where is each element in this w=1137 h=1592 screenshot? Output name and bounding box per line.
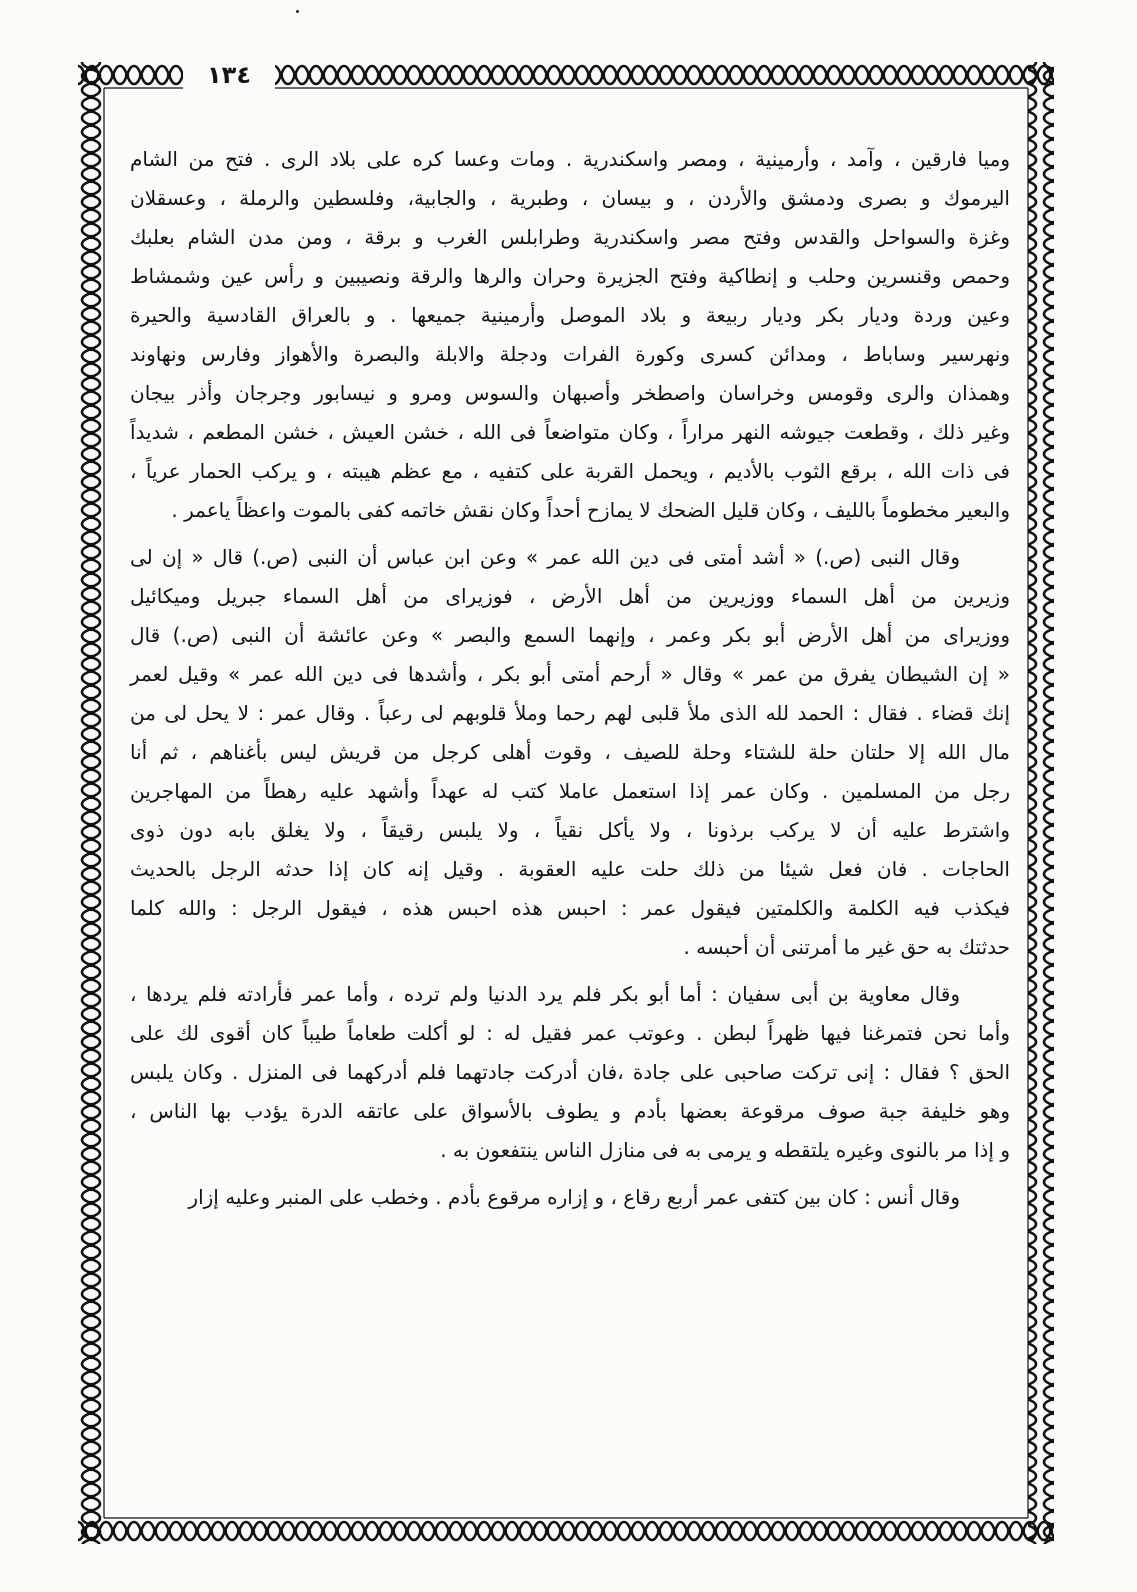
text-line: اليرموك و بصرى ودمشق والأردن ، و بيسان ، وطبرية ، والجابية، وفلسطين والرملة ، وعسقلان bbox=[130, 186, 1010, 210]
text-line: فيكذب فيه الكلمة والكلمتين فيقول عمر : احبس هذه احبس هذه ، فيقول الرجل : والله كلما bbox=[130, 896, 1010, 920]
paragraph bbox=[130, 975, 1010, 1170]
text-line: الحاجات . فان فعل شيئا من ذلك حلت عليه العقوبة . وقيل إنه كان إذا حدثه الرجل بالحديث bbox=[130, 857, 1010, 881]
text-line: وحمص وقنسرين وحلب و إنطاكية وفتح الجزيرة وحران والرها والرقة ونصيبين و رأس عين وشمشاط bbox=[130, 264, 1010, 288]
border-bottom bbox=[78, 1518, 1054, 1544]
page-body-text bbox=[130, 140, 1010, 1480]
text-line: حدثتك به حق غير ما أمرتنى أن أحبسه . bbox=[683, 935, 1010, 959]
text-line: واشترط عليه أن لا يركب برذونا ، ولا يأكل نقياً ، ولا يلبس رقيقاً ، ولا يغلق بابه دون ذوى bbox=[130, 818, 1010, 842]
text-line: و إذا مر بالنوى وغيره يلتقطه و يرمى به فى منازل الناس ينتفعون به . bbox=[440, 1138, 1010, 1162]
text-line: وغزة والسواحل والقدس وفتح مصر واسكندرية وطرابلس الغرب و برقة ، ومن مدن الشام بعلبك bbox=[130, 225, 1010, 249]
text-line: وقال أنس : كان بين كتفى عمر أربع رقاع ، و إزاره مرقوع بأدم . وخطب على المنبر وعليه إزار bbox=[188, 1185, 960, 1209]
text-line: فى ذات الله ، برقع الثوب بالأديم ، ويحمل القربة على كتفيه ، مع عظم هيبته ، و يركب الحمار عرياً ، bbox=[130, 459, 1010, 483]
text-line: وهو خليفة جبة صوف مرقوعة بعضها بأدم و يطوف بالأسواق على عاتقه الدرة يؤدب بها الناس ، bbox=[130, 1099, 1010, 1123]
text-line: ووزيراى من أهل الأرض أبو بكر وعمر ، وإنهما السمع والبصر » وعن عائشة أن النبى (ص.) قال bbox=[130, 623, 1010, 647]
text-line: « إن الشيطان يفرق من عمر » وقال « أرحم أمتى أبو بكر ، وأشدها فى دين الله عمر » وقيل لعمر bbox=[130, 662, 1010, 686]
text-line: وزيرين من أهل السماء ووزيرين من أهل الأرض ، فوزيراى من أهل السماء جبريل وميكائيل bbox=[130, 584, 1010, 608]
paragraph-gap bbox=[130, 967, 1010, 975]
paragraph-gap bbox=[130, 1170, 1010, 1178]
paragraph bbox=[130, 140, 1010, 530]
text-line: ونهرسير وساباط ، ومدائن كسرى وكورة الفرات ودجلة والابلة والبصرة والأهواز وفارس ونهاوند bbox=[130, 342, 1010, 366]
text-line: وقال النبى (ص.) « أشد أمتى فى دين الله عمر » وعن ابن عباس أن النبى (ص.) قال « إن لى bbox=[130, 545, 960, 569]
border-left bbox=[78, 62, 104, 1544]
text-line: وقال معاوية بن أبى سفيان : أما أبو بكر فلم يرد الدنيا ولم ترده ، وأما عمر فأرادته فلم يردها ، bbox=[130, 982, 960, 1006]
text-line: وعين وردة وديار بكر وديار ربيعة و بلاد الموصل وأرمينية جميعها . و بالعراق القادسية والحيرة bbox=[130, 303, 1010, 327]
text-line: وهمذان والرى وقومس وخراسان واصطخر وأصبهان والسوس ومرو و نيسابور وجرجان وأذر بيجان bbox=[130, 381, 1010, 405]
text-line: والبعير مخطوماً بالليف ، وكان قليل الضحك لا يمازح أحداً وكان نقش خاتمه كفى بالموت واعظاً ياعمر . bbox=[171, 498, 1010, 522]
text-line: رجل من المسلمين . وكان عمر إذا استعمل عاملا كتب له عهداً وأشهد عليه رهطاً من المهاجرين bbox=[130, 779, 1010, 803]
text-line: الحق ؟ فقال : إنى تركت صاحبى على جادة ،فان أدركت جادتهما فلم أدركهما فى المنزل . وكان يلبس bbox=[130, 1060, 1010, 1084]
border-right bbox=[1028, 62, 1054, 1544]
text-line: وميا فارقين ، وآمد ، وأرمينية ، ومصر واسكندرية . ومات وعسا كره على بلاد الرى . فتح من الشام bbox=[130, 147, 1010, 171]
scan-speck bbox=[296, 10, 299, 13]
paragraph bbox=[130, 1178, 1010, 1217]
text-line: مال الله إلا حلتان حلة للشتاء وحلة للصيف ، وقوت أهلى كرجل من قريش ليس بأغناهم ، ثم أنا bbox=[130, 740, 1010, 764]
paragraph bbox=[130, 538, 1010, 967]
text-line: وأما نحن فتمرغنا فيها ظهراً لبطن . وعوتب عمر فقيل له : لو أكلت طعاماً طيباً كان أقوى لك على bbox=[130, 1021, 1010, 1045]
paragraph-gap bbox=[130, 530, 1010, 538]
text-line: وغير ذلك ، وقطعت جيوشه النهر مراراً ، وكان متواضعاً فى الله ، خشن العيش ، خشن المطعم ، شديداً bbox=[130, 420, 1010, 444]
page-number: ١٣٤ bbox=[183, 60, 275, 94]
text-line: إنك قضاء . فقال : الحمد لله الذى ملأ قلبى لهم رحما وملأ قلوبهم لى رعباً . وقال عمر : لا يحل لى من bbox=[130, 701, 1010, 725]
